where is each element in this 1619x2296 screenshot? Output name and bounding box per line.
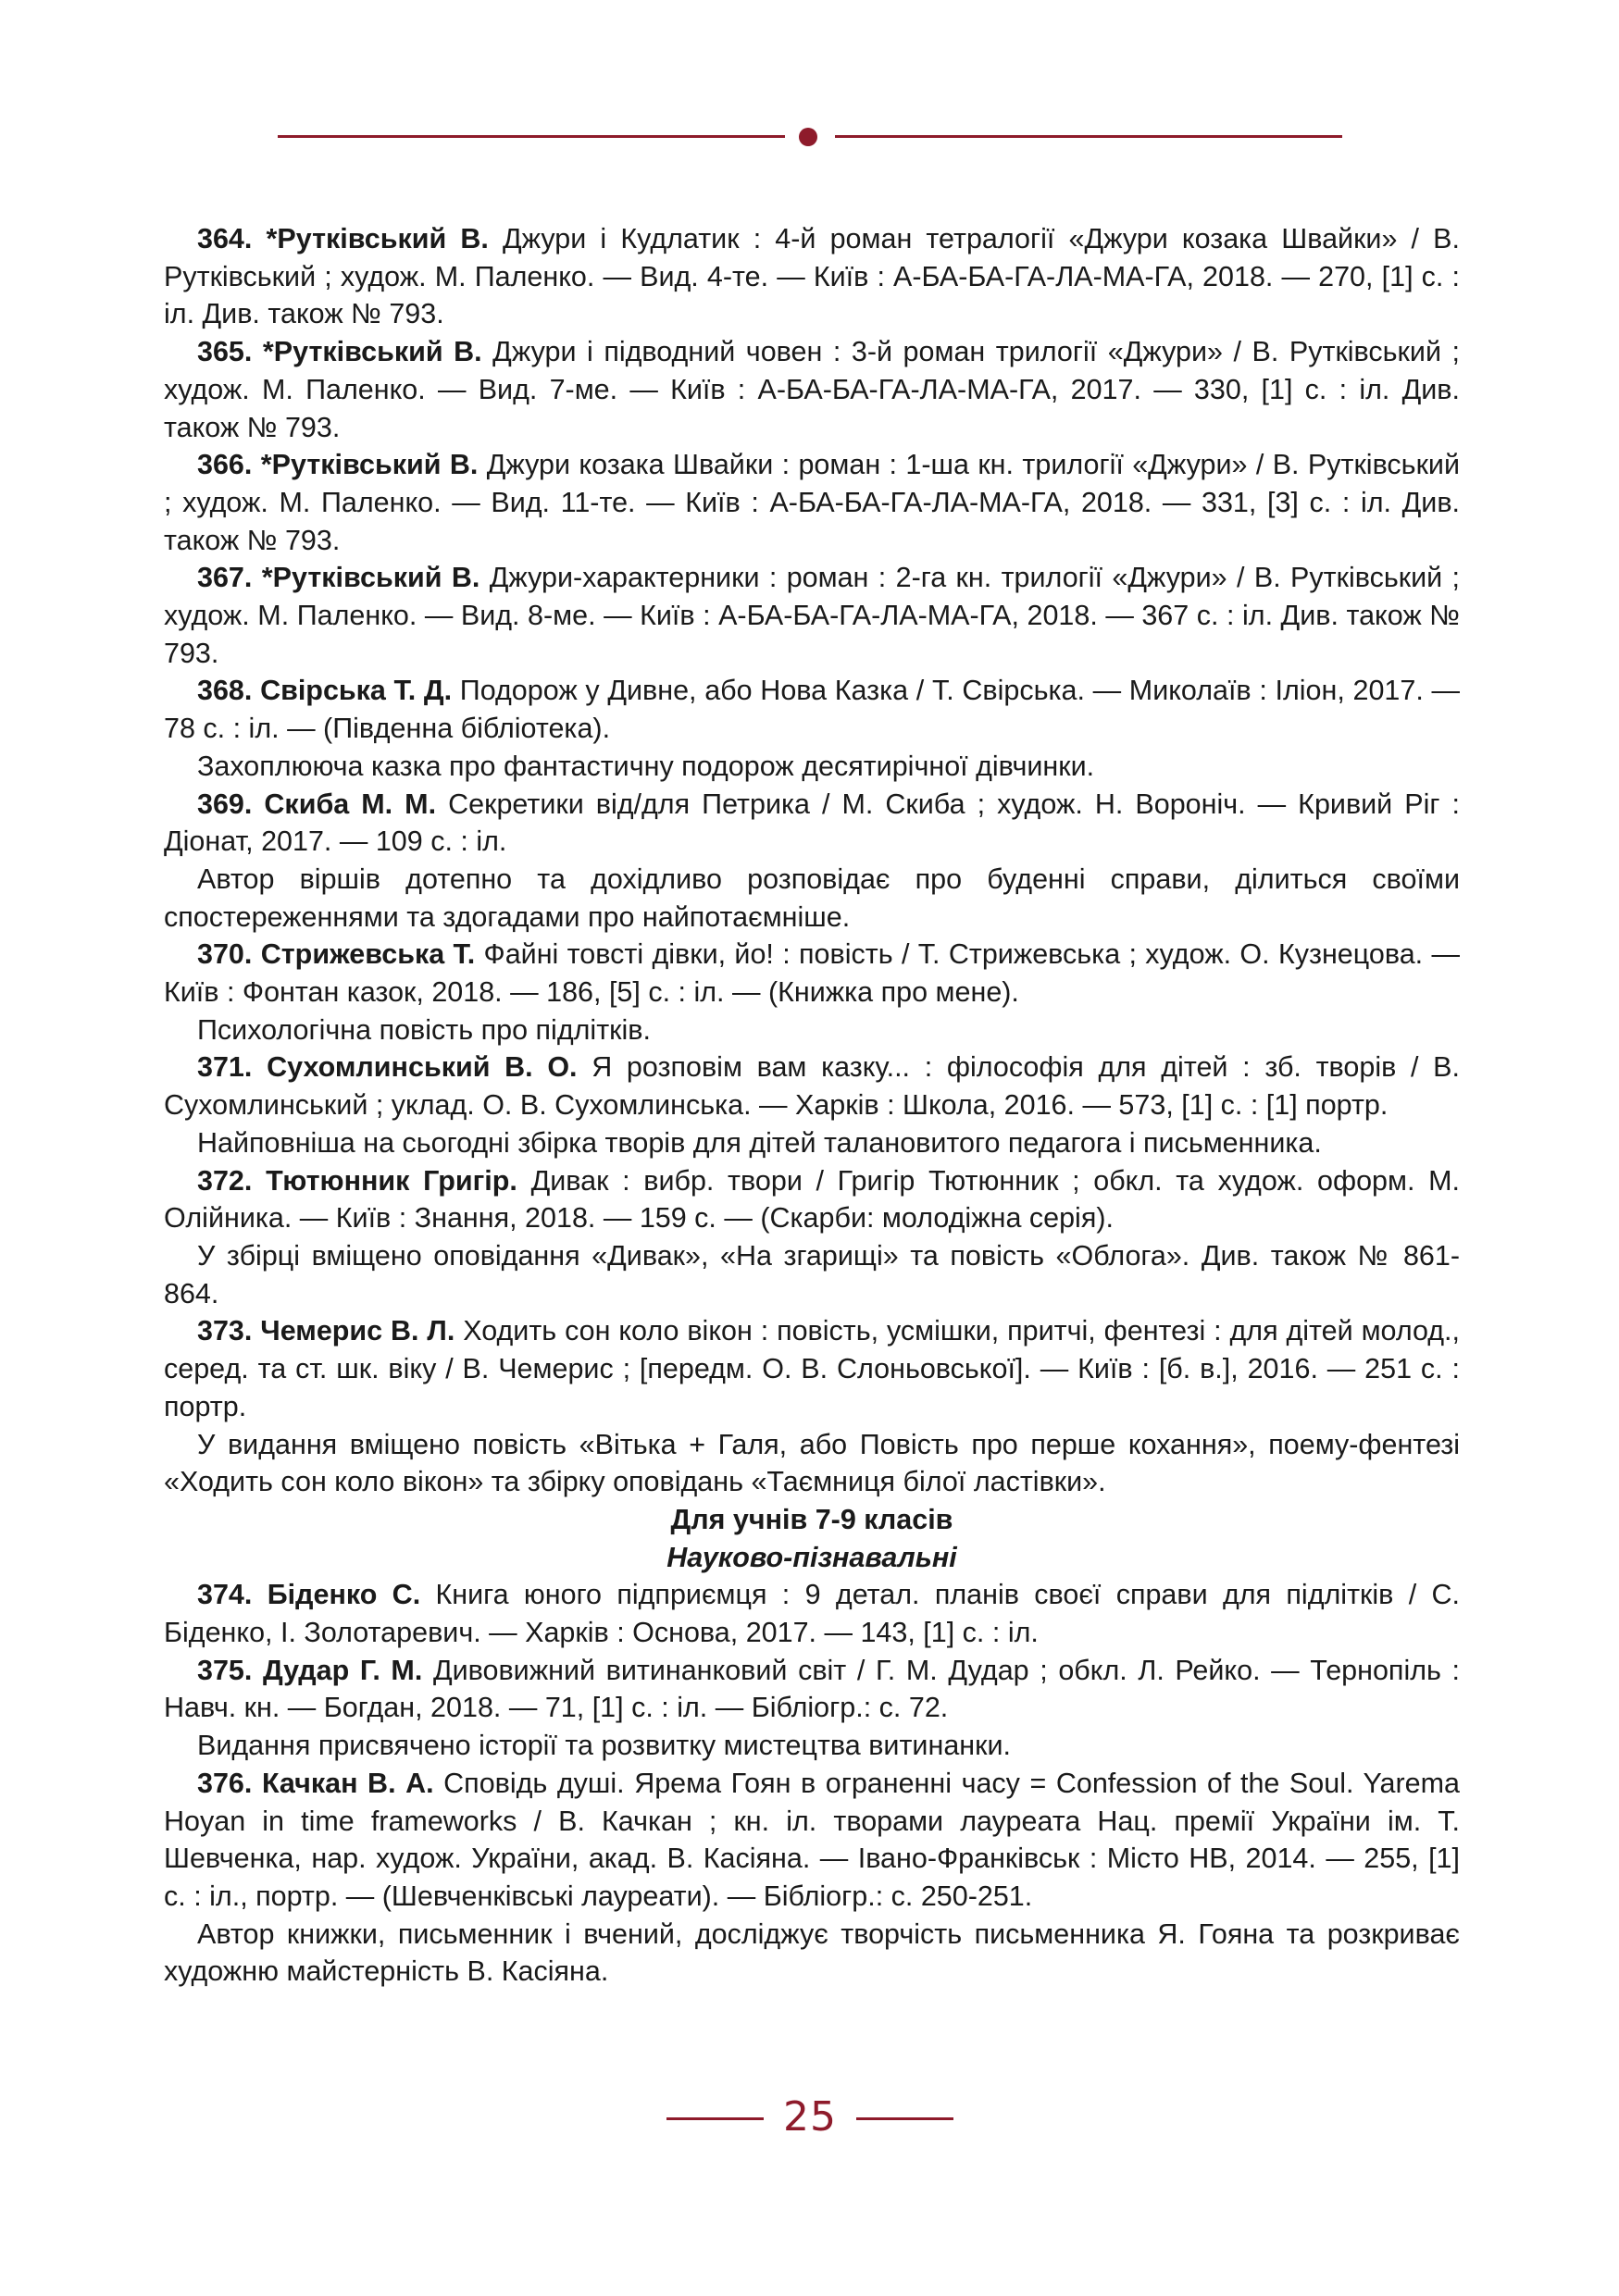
entry-author: Дудар Г. М. [263, 1654, 423, 1686]
entry-description: Секретики від/для Петрика / М. Скиба ; худож. Н. Вороніч. — Кривий Ріг : Діонат, 2017. — 109 с. : іл. [164, 788, 1460, 858]
entry-author: Скиба М. М. [264, 788, 437, 820]
entry-author: *Рутківський В. [266, 223, 489, 254]
bibliography-entry [164, 1576, 1460, 1651]
entry-author: *Рутківський В. [260, 449, 479, 481]
entry-author: Сухомлинський В. О. [267, 1051, 578, 1084]
entry-annotation: Автор книжки, письменник і вчений, досліджує творчість письменника Я. Гояна та розкриває художню майстерність В. Касіяна. [164, 1917, 1460, 1988]
entry-author: Свірська Т. Д. [260, 675, 453, 707]
bibliography-entry [164, 446, 1460, 559]
bibliography-entry [164, 1765, 1460, 1916]
entry-annotation: Психологічна повість про підлітків. [197, 1013, 651, 1046]
entry-annotation: Видання присвячено історії та розвитку мистецтва витинанки. [197, 1730, 1011, 1762]
page-number: 25 [783, 2093, 837, 2141]
ornament-line-left [278, 135, 785, 138]
entry-annotation: Захоплююча казка про фантастичну подорож десятирічної дівчинки. [197, 750, 1095, 782]
entry-number: 370. [197, 938, 253, 971]
entry-description: Ходить сон коло вікон : повість, усмішки, притчі, фентезі : для дітей молод., серед. та ст. шк. віку / В. Чемерис ; [передм. О. В. Слоньовської]. — Київ : [б. в.], 2016. — 251 с. : портр. [164, 1315, 1461, 1422]
entry-author: Біденко С. [267, 1579, 421, 1611]
entry-number: 369. [197, 788, 253, 820]
entry-description: Книга юного підприємця : 9 детал. планів своєї справи для підлітків / С. Біденко, І. Золотаревич. — Харків : Основа, 2017. — 143, [1] с. : іл. [164, 1579, 1460, 1649]
entry-number: 372. [197, 1164, 253, 1197]
entry-description: Я розповім вам казку... : філософія для дітей : зб. творів / В. Сухомлинський ; уклад. О. В. Сухомлинська. — Харків : Школа, 2016. — 573, [1] с. : [1] портр. [164, 1051, 1460, 1122]
bibliography-entry [164, 786, 1460, 861]
bibliography-entry [164, 672, 1460, 747]
entry-number: 367. [197, 562, 253, 594]
footer-line-right [856, 2117, 953, 2120]
bibliography-entry [164, 1162, 1460, 1237]
entry-number: 371. [197, 1051, 253, 1084]
entry-number: 365. [197, 336, 253, 368]
entry-description: Дивак : вибр. твори / Григір Тютюнник ; обкл. та худож. оформ. М. Олійника. — Київ : Знання, 2018. — 159 с. — (Скарби: молодіжна серія). [164, 1164, 1460, 1235]
page-footer [666, 2090, 953, 2145]
top-ornament [278, 128, 1342, 146]
bibliography-entry [164, 559, 1460, 672]
entry-annotation: У видання вміщено повість «Вітька + Галя, або Повість про перше кохання», поему-фентезі «Ходить сон коло вікон» та збірку оповідань «Таємниця білої ластівки». [164, 1428, 1460, 1498]
entries-list-b [164, 1576, 1460, 1991]
entry-description: Подорож у Дивне, або Нова Казка / Т. Свірська. — Миколаїв : Іліон, 2017. — 78 с. : іл. — (Південна бібліотека). [164, 675, 1460, 745]
bibliography-entry [164, 1049, 1460, 1123]
entry-annotation: Автор віршів дотепно та дохідливо розповідає про буденні справи, ділиться своїми спостереженнями та здогадами про найпотаємніше. [164, 863, 1460, 933]
bibliography-entry [164, 1312, 1460, 1425]
ornament-dot [799, 128, 817, 146]
entry-number: 368. [197, 675, 253, 707]
entry-author: *Рутківський В. [261, 562, 480, 594]
entry-description: Файні товсті дівки, йо! : повість / Т. Стрижевська ; худож. О. Кузнецова. — Київ : Фонтан казок, 2018. — 186, [5] с. : іл. — (Книжка про мене). [164, 938, 1460, 1009]
entry-annotation: У збірці вміщено оповідання «Дивак», «На згарищі» та повість «Облога». Див. також № 861-864. [164, 1239, 1460, 1309]
entry-number: 366. [197, 449, 253, 481]
bibliography-entry [164, 1652, 1460, 1727]
entry-number: 376. [197, 1767, 253, 1799]
entry-description: Джури-характерники : роман : 2-га кн. трилогії «Джури» / В. Рутківський ; худож. М. Паленко. — Вид. 8-ме. — Київ : А-БА-БА-ГА-ЛА-МА-ГА, 2018. — 367 с. : іл. Див. також № 793. [164, 562, 1461, 669]
entry-description: Дивовижний витинанковий світ / Г. М. Дудар ; обкл. Л. Рейко. — Тернопіль : Навч. кн. — Богдан, 2018. — 71, [1] с. : іл. — Бібліогр.: с. 72. [164, 1654, 1461, 1724]
bibliography-content [164, 220, 1460, 1991]
entry-author: Тютюнник Григір. [266, 1164, 517, 1197]
bibliography-entry [164, 220, 1460, 333]
entry-number: 373. [197, 1315, 253, 1347]
entry-description: Джури і Кудлатик : 4-й роман тетралогії «Джури козака Швайки» / В. Рутківський ; худож. М. Паленко. — Вид. 4-те. — Київ : А-БА-БА-ГА-ЛА-МА-ГА, 2018. — 270, [1] с. : іл. Див. також № 793. [164, 223, 1460, 330]
entry-description: Джури козака Швайки : роман : 1-ша кн. трилогії «Джури» / В. Рутківський ; худож. М. Паленко. — Вид. 11-те. — Київ : А-БА-БА-ГА-ЛА-МА-ГА, 2018. — 331, [3] с. : іл. Див. також № 793. [164, 449, 1460, 556]
entry-number: 364. [197, 223, 253, 254]
entry-author: Качкан В. А. [261, 1767, 434, 1799]
ornament-line-right [835, 135, 1342, 138]
entries-list-a [164, 220, 1460, 1501]
entry-number: 374. [197, 1579, 253, 1611]
entry-description: Сповідь душі. Ярема Гоян в ограненні часу = Confession of the Soul. Yarema Hoyan in time frameworks / В. Качкан ; кн. іл. творами лауреата Нац. премії України ім. Т. Шевченка, нар. худож. України, акад. В. Касіяна. — Івано-Франківськ : Місто НВ, 2014. — 255, [1] с. : іл., портр. — (Шевченківські лауреати). — Бібліогр.: с. 250-251. [164, 1767, 1460, 1912]
bibliography-entry [164, 936, 1460, 1011]
entry-author: Стрижевська Т. [260, 938, 476, 971]
section-subheading: Науково-пізнавальні [666, 1541, 957, 1573]
entry-author: *Рутківський В. [262, 336, 482, 368]
bibliography-entry [164, 333, 1460, 446]
entry-number: 375. [197, 1654, 253, 1686]
entry-annotation: Найповніша на сьогодні збірка творів для дітей талановитого педагога і письменника. [197, 1126, 1322, 1159]
section-heading: Для учнів 7-9 класів [670, 1503, 953, 1535]
entry-author: Чемерис В. Л. [260, 1315, 455, 1347]
entry-description: Джури і підводний човен : 3-й роман трилогії «Джури» / В. Рутківський ; худож. М. Паленко. — Вид. 7-ме. — Київ : А-БА-БА-ГА-ЛА-МА-ГА, 2017. — 330, [1] с. : іл. Див. також № 793. [164, 336, 1460, 443]
